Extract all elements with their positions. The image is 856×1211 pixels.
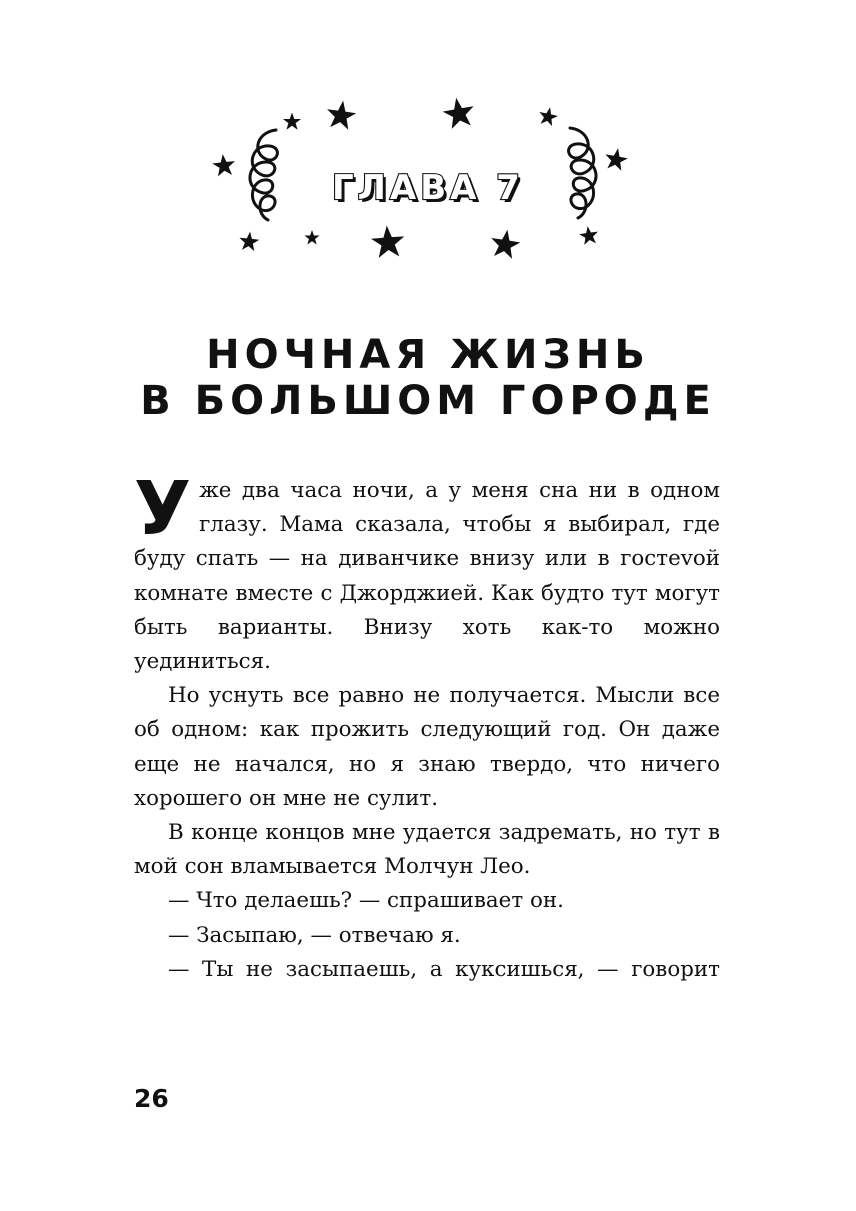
chapter-ornament	[0, 0, 856, 300]
star-icon	[578, 225, 599, 246]
paragraph-5: — Засыпаю, — отвечаю я.	[168, 922, 461, 948]
page-number: 26	[134, 1084, 169, 1113]
drop-cap: У	[134, 466, 192, 552]
body-text	[134, 466, 720, 987]
star-icon	[304, 230, 319, 244]
paragraph-4: — Что делаешь? — спрашивает он.	[168, 888, 564, 914]
star-icon	[238, 231, 260, 252]
star-icon	[488, 227, 521, 259]
star-icon	[283, 113, 301, 130]
paragraph-1	[134, 466, 720, 679]
paragraph-2: Но уснуть все равно не получается. Мысли все об одном: как прожить следующий год. Он даже еще не начался, но я знаю твердо, что ничего хорошего он мне не сулит.	[134, 683, 720, 811]
paragraph-6: — Ты не засыпаешь, а куксишься, — говорит	[168, 956, 720, 982]
star-icon	[370, 224, 405, 258]
chapter-title	[0, 332, 856, 424]
chapter-label: ГЛАВА 7	[332, 168, 524, 208]
chapter-title-line-1: НОЧНАЯ ЖИЗНЬ	[206, 332, 650, 378]
star-icon	[441, 95, 477, 130]
chapter-title-line-2: В БОЛЬШОМ ГОРОДЕ	[140, 378, 716, 424]
paragraph-3: В конце концов мне удается задремать, но тут в мой сон вламывается Молчун Лео.	[134, 820, 720, 880]
star-icon	[537, 105, 559, 127]
paragraph-1-text: же два часа ночи, а у меня сна ни в одном глазу. Мама сказала, чтобы я выбирал, где буду спать — на диванчике внизу или в гостеvой комнате вместе с Джорджией. Как будто тут могут быть варианты. Внизу хоть как-то можно уединиться.	[134, 478, 720, 675]
star-icon	[325, 99, 358, 131]
